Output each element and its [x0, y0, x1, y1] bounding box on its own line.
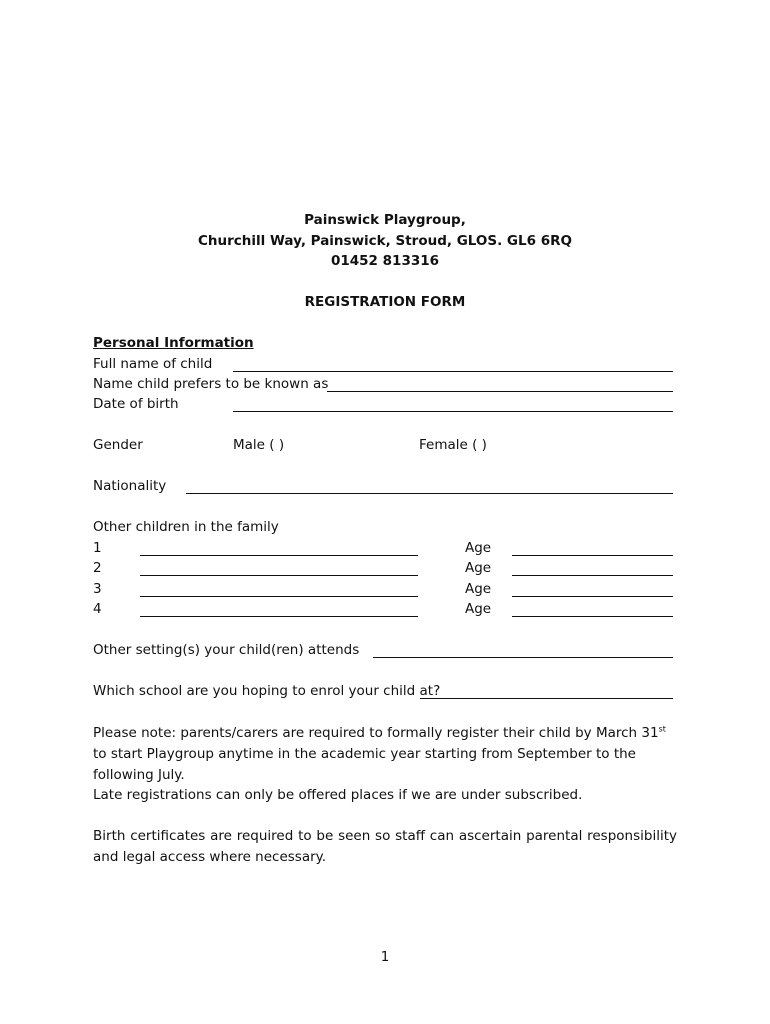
sibling-age-label: Age: [465, 601, 492, 617]
sibling-age-field[interactable]: [512, 541, 673, 556]
sibling-age-field[interactable]: [512, 602, 673, 617]
female-option[interactable]: Female ( ): [419, 437, 487, 453]
gender-label: Gender: [93, 437, 143, 453]
org-phone: 01452 813316: [330, 253, 440, 269]
other-settings-field[interactable]: [373, 643, 673, 658]
note-birth-certificates: Birth certificates are required to be seen so staff can ascertain parental responsibility and legal access where necessary.: [93, 828, 677, 865]
org-address: Churchill Way, Painswick, Stroud, GLOS. GL6 6RQ: [198, 233, 572, 249]
sibling-number: 4: [93, 601, 102, 617]
sibling-name-field[interactable]: [140, 541, 418, 556]
dob-label: Date of birth: [93, 396, 179, 412]
sibling-number: 2: [93, 560, 102, 576]
page-number: 1: [380, 949, 390, 965]
male-option[interactable]: Male ( ): [233, 437, 285, 453]
sibling-number: 1: [93, 540, 102, 556]
dob-field[interactable]: [233, 397, 673, 412]
sibling-name-field[interactable]: [140, 602, 418, 617]
school-field[interactable]: [420, 684, 673, 699]
nationality-label: Nationality: [93, 478, 167, 494]
sibling-name-field[interactable]: [140, 561, 418, 576]
sibling-age-field[interactable]: [512, 582, 673, 597]
sibling-age-label: Age: [465, 560, 492, 576]
school-label: Which school are you hoping to enrol your child at?: [93, 683, 441, 699]
section-title-personal: Personal Information: [93, 335, 254, 351]
note-late-registrations: Late registrations can only be offered places if we are under subscribed.: [93, 787, 583, 803]
full-name-label: Full name of child: [93, 356, 213, 372]
other-settings-label: Other setting(s) your child(ren) attends: [93, 642, 360, 658]
sibling-age-label: Age: [465, 581, 492, 597]
full-name-field[interactable]: [233, 357, 673, 372]
org-name: Painswick Playgroup,: [304, 212, 466, 228]
sibling-number: 3: [93, 581, 102, 597]
sibling-name-field[interactable]: [140, 582, 418, 597]
sibling-age-label: Age: [465, 540, 492, 556]
note-registration-deadline: Please note: parents/carers are required to formally register their child by March 31st to start Playgroup anytime in the academic year starting from September to the following July.: [93, 724, 666, 783]
siblings-title: Other children in the family: [93, 519, 279, 535]
known-as-label: Name child prefers to be known as: [93, 376, 329, 392]
form-title: REGISTRATION FORM: [304, 294, 466, 310]
nationality-field[interactable]: [186, 479, 673, 494]
known-as-field[interactable]: [327, 377, 673, 392]
sibling-age-field[interactable]: [512, 561, 673, 576]
